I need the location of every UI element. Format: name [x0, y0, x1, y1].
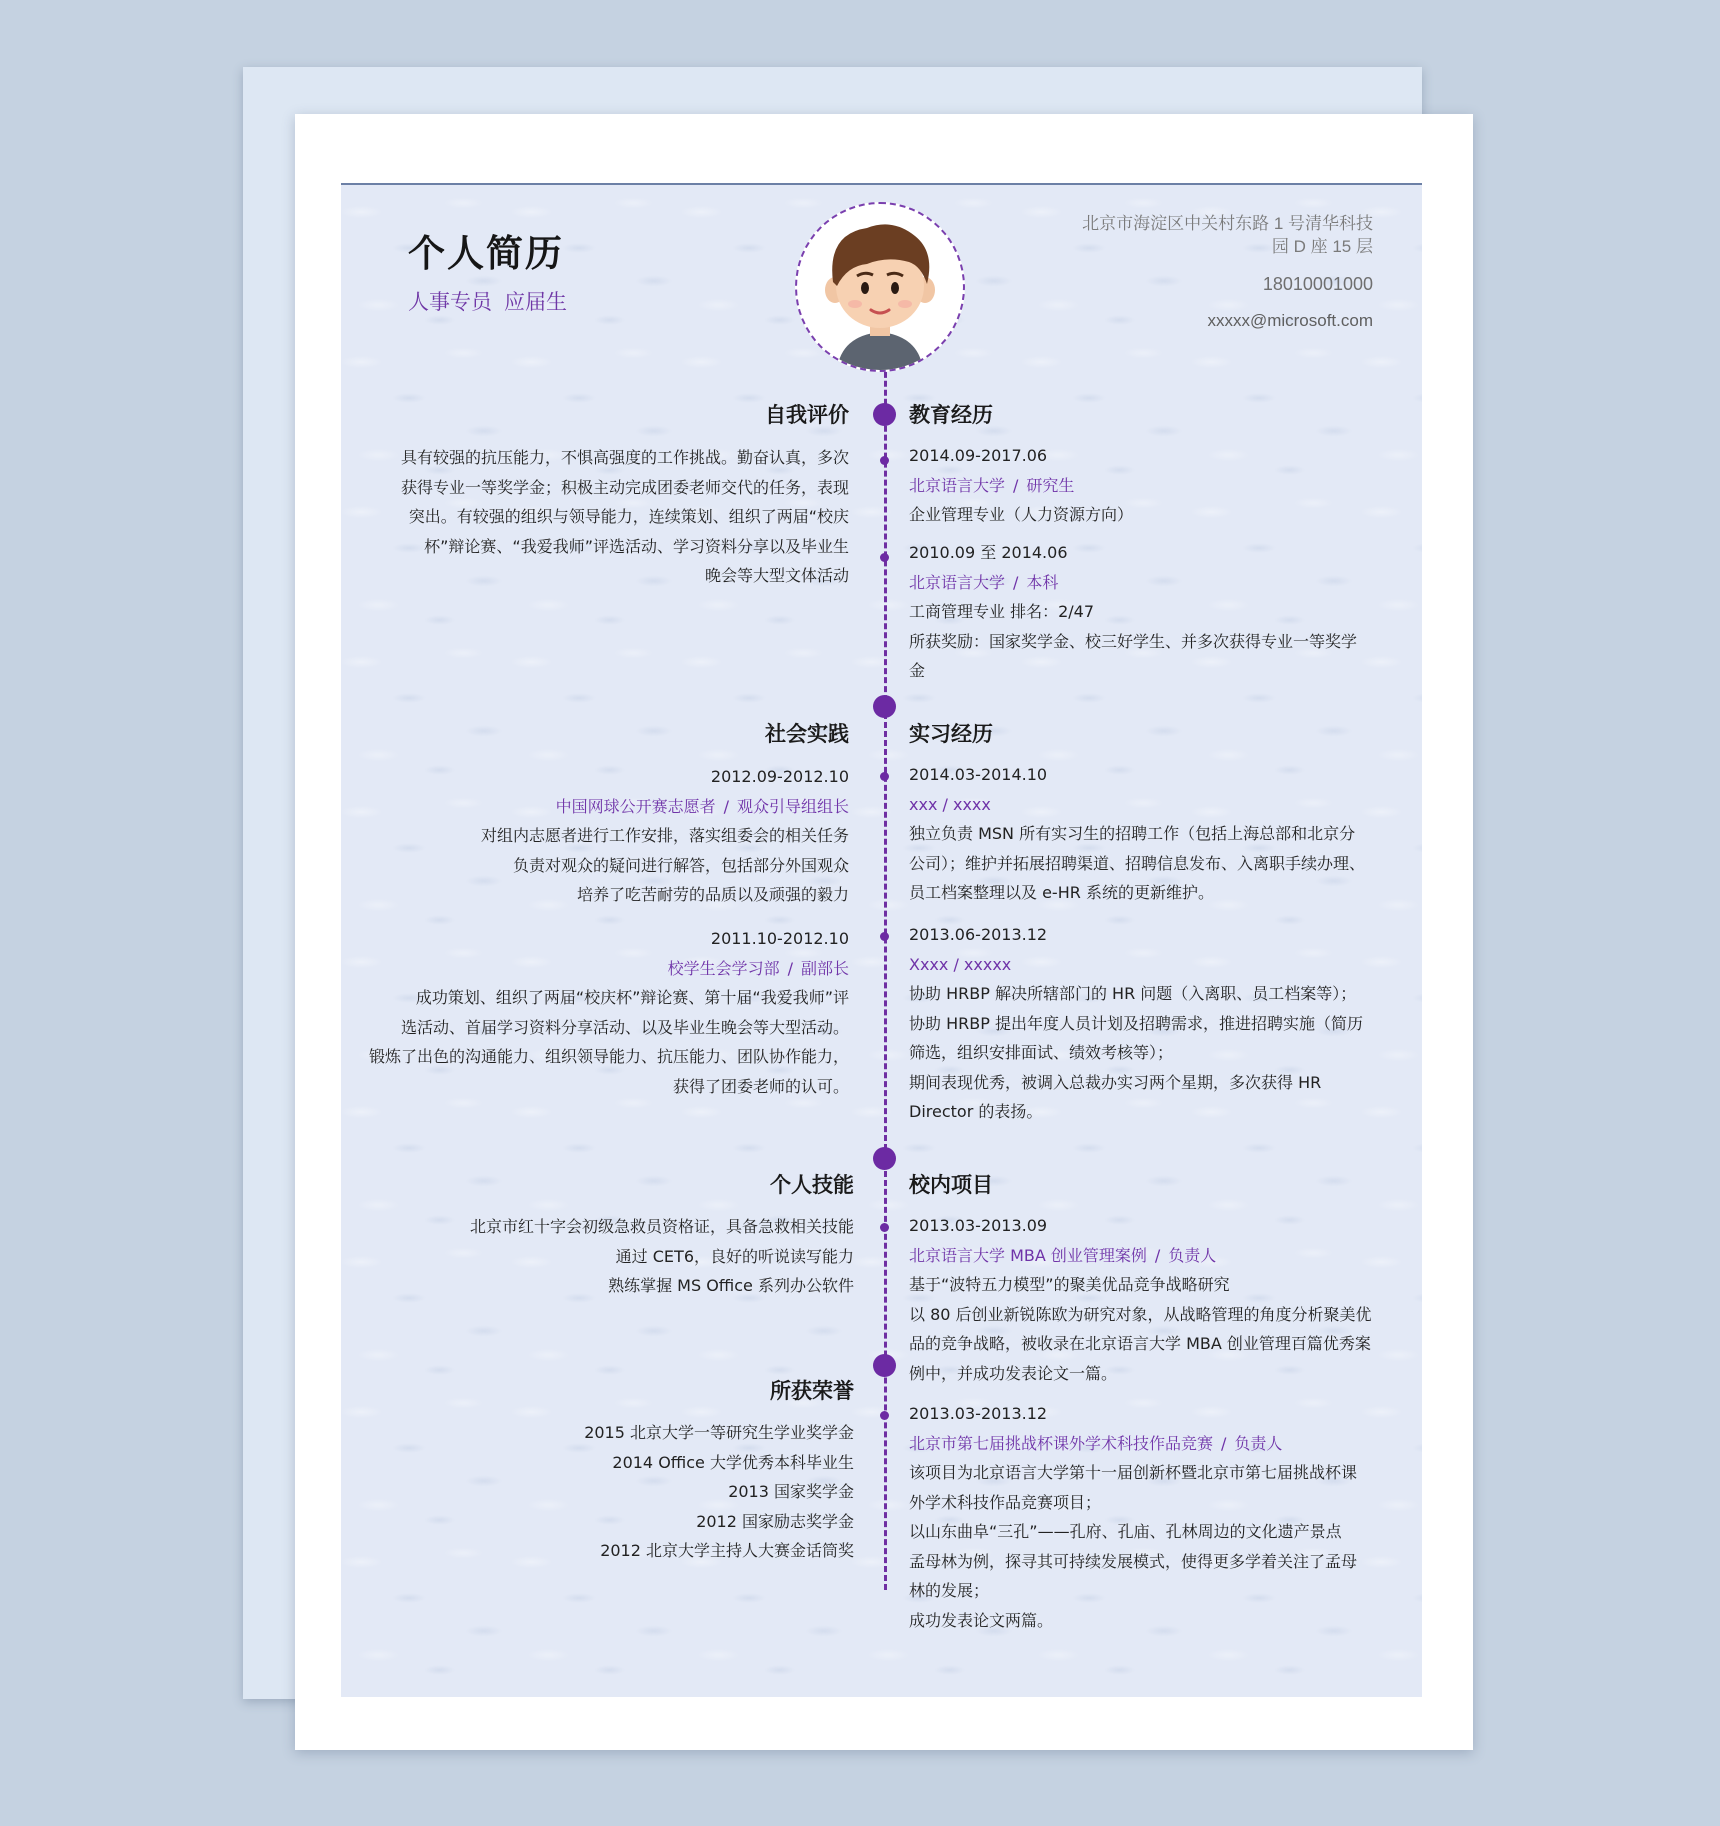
item-school: 北京语言大学 [909, 475, 1006, 495]
project-item [909, 1211, 1379, 1388]
item-role: 副部长 [800, 958, 849, 978]
text-line: 外学术科技作品竞赛项目； [909, 1492, 1102, 1512]
text-line: 孟母林为例，探寻其可持续发展模式，使得更多学着关注了孟母 [909, 1551, 1358, 1571]
address-line-2: 园 D 座 15 层 [1271, 237, 1373, 256]
avatar [795, 202, 965, 372]
text-line: 工商管理专业 排名：2/47 [909, 602, 1095, 621]
item-role: 观众引导组组长 [736, 796, 849, 816]
item-date: 2013.06-2013.12 [909, 925, 1048, 944]
text-line: 基于“波特五力模型”的聚美优品竞争战略研究 [909, 1275, 1230, 1294]
text-line: 公司）；维护并拓展招聘渠道、招聘信息发布、入离职手续办理、 [909, 853, 1366, 873]
subtitle-status: 应届生 [504, 290, 567, 314]
text-line: 所获奖励：国家奖学金、校三好学生、并多次获得专业一等奖学 [909, 631, 1358, 651]
cartoon-boy-avatar-icon [797, 204, 963, 370]
honors-text [341, 1418, 854, 1566]
text-line: 筛选，组织安排面试、绩效考核等）； [909, 1043, 1174, 1062]
text-line: 该项目为北京语言大学第十一届创新杯暨北京市第七届挑战杯课 [909, 1463, 1358, 1482]
item-title [341, 954, 849, 984]
item-separator: / [723, 796, 729, 816]
item-date: 2011.10-2012.10 [710, 929, 849, 948]
timeline-subdot [880, 932, 889, 941]
item-date: 2013.03-2013.09 [909, 1216, 1048, 1235]
contact-phone: 18010001000 [1262, 274, 1373, 294]
text-line: 获得了团委老师的认可。 [672, 1076, 849, 1096]
timeline-dot-internship [873, 695, 896, 718]
text-line: 员工档案整理以及 e-HR 系统的更新维护。 [909, 883, 1214, 902]
item-project-name: 北京市第七届挑战杯课外学术科技作品竞赛 [909, 1433, 1214, 1453]
address-line-1: 北京市海淀区中关村东路 1 号清华科技 [1082, 214, 1373, 233]
text-line: 2012 北京大学主持人大赛金话筒奖 [600, 1541, 854, 1560]
text-line: 2012 国家励志奖学金 [696, 1511, 854, 1531]
timeline-subdot [880, 1411, 889, 1420]
text-line: 对组内志愿者进行工作安排，落实组委会的相关任务 [480, 826, 849, 845]
internship-item [909, 760, 1379, 908]
text-line: 协助 HRBP 解决所辖部门的 HR 问题（入离职、员工档案等）； [909, 984, 1357, 1003]
text-line: 林的发展； [909, 1581, 990, 1600]
internship-item [909, 920, 1379, 1127]
text-line: 熟练掌握 MS Office 系列办公软件 [608, 1276, 854, 1295]
item-date: 2010.09 至 2014.06 [909, 543, 1068, 562]
item-role: 负责人 [1234, 1433, 1283, 1453]
timeline-subdot [880, 772, 889, 781]
timeline-dot-education [873, 403, 896, 426]
text-line: 成功策划、组织了两届“校庆杯”辩论赛、第十届“我爱我师”评 [415, 988, 849, 1007]
text-line: 企业管理专业（人力资源方向） [909, 505, 1134, 524]
skills-text [341, 1212, 854, 1301]
text-line: 独立负责 MSN 所有实习生的招聘工作（包括上海总部和北京分 [909, 824, 1356, 843]
item-date: 2014.03-2014.10 [909, 765, 1048, 784]
text-line: 晚会等大型文体活动 [704, 566, 849, 585]
item-title [341, 792, 849, 822]
text-line: 品的竞争战略，被收录在北京语言大学 MBA 创业管理百篇优秀案 [909, 1334, 1371, 1353]
timeline-subdot [880, 553, 889, 562]
item-org: 中国网球公开赛志愿者 [555, 796, 716, 816]
text-line: 培养了吃苦耐劳的品质以及顽强的毅力 [576, 885, 849, 904]
text-line: 2014 Office 大学优秀本科毕业生 [612, 1452, 854, 1472]
item-degree: 本科 [1026, 572, 1059, 592]
item-title [909, 1429, 1379, 1459]
text-line: Director 的表扬。 [909, 1102, 1043, 1121]
text-line: 期间表现优秀，被调入总裁办实习两个星期，多次获得 HR [909, 1072, 1322, 1092]
item-separator: / [1221, 1433, 1227, 1453]
text-line: 选活动、首届学习资料分享活动、以及毕业生晚会等大型活动。 [400, 1017, 849, 1037]
timeline-subdot [880, 456, 889, 465]
item-company: xxx / xxxx [909, 794, 991, 814]
text-line: 金 [909, 661, 926, 680]
item-project-name: 北京语言大学 MBA 创业管理案例 [909, 1245, 1147, 1265]
text-line: 北京市红十字会初级急救员资格证，具备急救相关技能 [469, 1217, 854, 1236]
section-heading-skills: 个人技能 [770, 1173, 854, 1197]
contact-address [1043, 212, 1373, 258]
text-line: 以 80 后创业新锐陈欧为研究对象，从战略管理的角度分析聚美优 [909, 1304, 1372, 1324]
text-line: 突出。有较强的组织与领导能力，连续策划、组织了两届“校庆 [408, 507, 849, 526]
self-eval-text [341, 443, 849, 591]
item-role: 负责人 [1168, 1245, 1217, 1265]
education-item [909, 538, 1379, 686]
item-date: 2013.03-2013.12 [909, 1404, 1048, 1423]
item-title [909, 471, 1379, 501]
text-line: 杯”辩论赛、“我爱我师”评选活动、学习资料分享以及毕业生 [424, 536, 849, 556]
item-org: 校学生会学习部 [667, 958, 780, 978]
text-line: 2013 国家奖学金 [728, 1482, 854, 1501]
text-line: 具有较强的抗压能力，不惧高强度的工作挑战。勤奋认真，多次 [400, 448, 849, 467]
section-heading-projects: 校内项目 [909, 1173, 993, 1197]
text-line: 例中，并成功发表论文一篇。 [909, 1363, 1118, 1383]
social-item [341, 924, 849, 1101]
section-heading-social: 社会实践 [765, 722, 849, 746]
subtitle-role: 人事专员 [408, 290, 492, 314]
resume-subtitle [408, 286, 567, 316]
text-line: 锻炼了出色的沟通能力、组织领导能力、抗压能力、团队协作能力， [368, 1047, 849, 1066]
text-line: 通过 CET6，良好的听说读写能力 [615, 1246, 854, 1266]
section-heading-honors: 所获荣誉 [770, 1379, 854, 1403]
text-line: 成功发表论文两篇。 [909, 1610, 1054, 1630]
text-line: 以山东曲阜“三孔”——孔府、孔庙、孔林周边的文化遗产景点 [909, 1522, 1342, 1541]
item-date: 2012.09-2012.10 [710, 767, 849, 786]
timeline-subdot [880, 1223, 889, 1232]
text-line: 获得专业一等奖学金；积极主动完成团委老师交代的任务，表现 [400, 477, 849, 497]
item-title [909, 1241, 1379, 1271]
item-date: 2014.09-2017.06 [909, 446, 1048, 465]
project-item [909, 1399, 1379, 1635]
timeline-dot-honors [873, 1354, 896, 1377]
timeline-dot-projects [873, 1147, 896, 1170]
text-line: 2015 北京大学一等研究生学业奖学金 [584, 1423, 854, 1442]
item-separator: / [1013, 572, 1019, 592]
section-heading-self-eval: 自我评价 [765, 403, 849, 427]
contact-email: xxxxx@microsoft.com [1207, 311, 1373, 330]
resume-page [341, 183, 1422, 1697]
item-separator: / [787, 958, 793, 978]
section-heading-internship: 实习经历 [909, 722, 993, 746]
item-separator: / [1013, 475, 1019, 495]
resume-title: 个人简历 [408, 232, 564, 275]
item-separator: / [1154, 1245, 1161, 1265]
text-line: 协助 HRBP 提出年度人员计划及招聘需求，推进招聘实施（简历 [909, 1013, 1363, 1033]
item-school: 北京语言大学 [909, 572, 1006, 592]
social-item [341, 762, 849, 910]
education-item [909, 441, 1379, 530]
section-heading-education: 教育经历 [909, 403, 993, 427]
item-company: Xxxx / xxxxx [909, 954, 1012, 974]
item-degree: 研究生 [1026, 475, 1075, 495]
timeline-line [884, 300, 887, 1590]
item-title [909, 568, 1379, 598]
text-line: 负责对观众的疑问进行解答，包括部分外国观众 [512, 855, 849, 875]
